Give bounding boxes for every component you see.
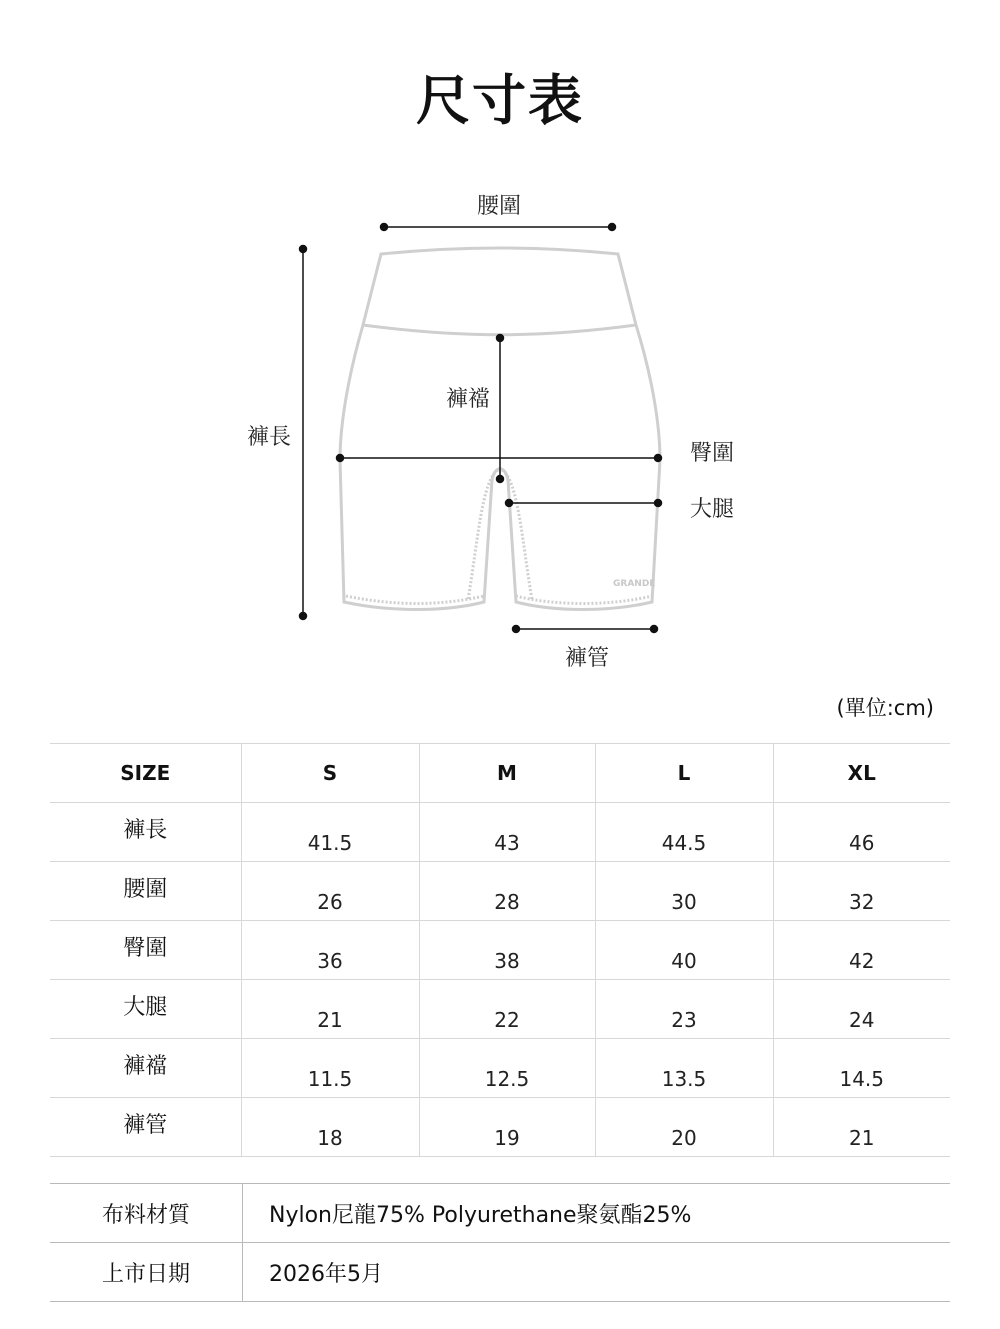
cell-value: 26 [241,862,419,921]
product-info-table [50,1183,950,1302]
cell-value: 12.5 [419,1039,595,1098]
cell-value: 23 [595,980,773,1039]
label-leg-opening: 褲管 [565,646,610,671]
row-label: 褲襠 [50,1039,241,1098]
size-table-header [50,744,950,803]
cell-value: 22 [419,980,595,1039]
cell-value: 24 [773,980,950,1039]
label-hip: 臀圍 [690,441,735,466]
row-label: 褲長 [50,803,241,862]
table-row [50,1039,950,1098]
row-label: 褲管 [50,1098,241,1157]
cell-value: 42 [773,921,950,980]
table-row [50,862,950,921]
cell-value: 11.5 [241,1039,419,1098]
cell-value: 41.5 [241,803,419,862]
cell-value: 36 [241,921,419,980]
label-thigh: 大腿 [690,497,735,522]
info-value: 2026年5月 [243,1243,951,1302]
label-waist: 腰圍 [477,194,522,219]
cell-value: 21 [773,1098,950,1157]
cell-value: 21 [241,980,419,1039]
shorts-measurement-diagram [0,190,1000,680]
table-row [50,980,950,1039]
cell-value: 14.5 [773,1039,950,1098]
info-row-material [50,1184,950,1243]
header-s: S [241,744,419,803]
cell-value: 30 [595,862,773,921]
unit-note: (單位:cm) [836,696,934,720]
label-rise: 褲襠 [446,387,491,412]
cell-value: 44.5 [595,803,773,862]
cell-value: 46 [773,803,950,862]
table-row [50,803,950,862]
cell-value: 38 [419,921,595,980]
brand-text: GRANDE [613,579,656,589]
cell-value: 40 [595,921,773,980]
table-row [50,921,950,980]
size-table [50,743,950,1157]
header-size: SIZE [50,744,241,803]
info-row-release-date [50,1243,950,1302]
cell-value: 19 [419,1098,595,1157]
cell-value: 43 [419,803,595,862]
header-l: L [595,744,773,803]
row-label: 臀圍 [50,921,241,980]
cell-value: 32 [773,862,950,921]
cell-value: 20 [595,1098,773,1157]
measurement-lines [300,224,662,633]
info-key: 上市日期 [50,1243,243,1302]
cell-value: 18 [241,1098,419,1157]
info-value: Nylon尼龍75% Polyurethane聚氨酯25% [243,1184,951,1243]
header-m: M [419,744,595,803]
info-key: 布料材質 [50,1184,243,1243]
cell-value: 28 [419,862,595,921]
label-length: 褲長 [247,425,292,450]
cell-value: 13.5 [595,1039,773,1098]
row-label: 大腿 [50,980,241,1039]
row-label: 腰圍 [50,862,241,921]
table-row [50,1098,950,1157]
page-title: 尺寸表 [416,69,584,132]
header-xl: XL [773,744,950,803]
